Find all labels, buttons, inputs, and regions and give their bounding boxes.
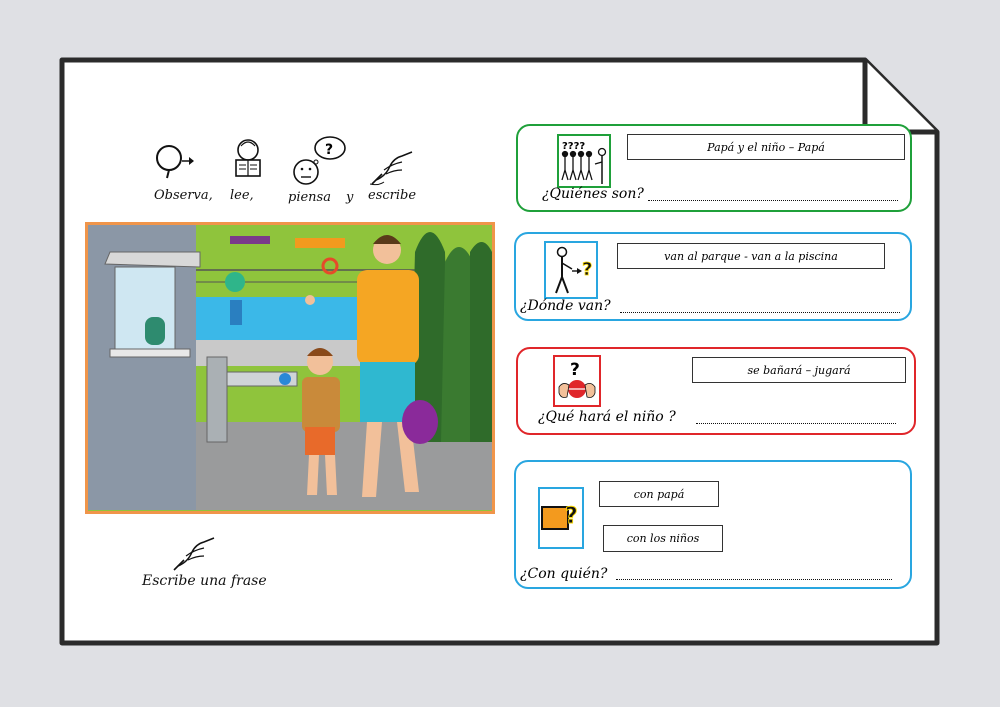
answer-line[interactable] bbox=[616, 579, 892, 580]
answer-line[interactable] bbox=[648, 200, 898, 201]
question-label: ¿Quiénes son? bbox=[542, 186, 644, 202]
answer-option[interactable]: se bañará – jugará bbox=[692, 357, 906, 383]
people-question-icon bbox=[557, 134, 611, 188]
pool-scene-illustration bbox=[85, 222, 495, 514]
svg-text:?: ? bbox=[570, 360, 580, 380]
answer-option[interactable]: van al parque - van a la piscina bbox=[617, 243, 885, 269]
svg-text:?: ? bbox=[325, 142, 334, 158]
answer-line[interactable] bbox=[696, 423, 896, 424]
answer-option[interactable]: con papá bbox=[599, 481, 719, 507]
question-card-where bbox=[514, 232, 912, 321]
write-sentence-label: Escribe una frase bbox=[142, 573, 267, 589]
writing-hand-icon bbox=[170, 532, 220, 572]
question-label: ¿Qué hará el niño ? bbox=[538, 409, 676, 425]
observe-label: Observa, bbox=[154, 188, 213, 203]
read-label: lee, bbox=[230, 188, 254, 203]
write-label: escribe bbox=[368, 188, 417, 203]
ball-hands-icon bbox=[553, 355, 601, 407]
question-label: ¿Con quién? bbox=[520, 566, 608, 582]
look-eye-icon bbox=[155, 142, 197, 182]
question-card-what bbox=[516, 347, 916, 435]
orange-square-icon bbox=[538, 487, 584, 549]
think-label: piensa bbox=[288, 190, 331, 205]
question-card-who bbox=[516, 124, 912, 212]
svg-text:?: ? bbox=[582, 259, 593, 280]
svg-text:????: ???? bbox=[562, 141, 586, 152]
question-label: ¿Dónde van? bbox=[520, 298, 611, 314]
walking-person-icon bbox=[544, 241, 598, 299]
svg-text:?: ? bbox=[565, 504, 578, 529]
instruction-row bbox=[140, 130, 430, 210]
writing-hand-icon bbox=[370, 146, 414, 186]
and-label: y bbox=[346, 190, 354, 205]
answer-option[interactable]: con los niños bbox=[603, 525, 723, 552]
reading-child-icon bbox=[228, 138, 268, 182]
answer-line[interactable] bbox=[620, 312, 900, 313]
answer-option[interactable]: Papá y el niño – Papá bbox=[627, 134, 905, 160]
question-card-with-whom bbox=[514, 460, 912, 589]
thinking-face-icon bbox=[290, 134, 348, 186]
